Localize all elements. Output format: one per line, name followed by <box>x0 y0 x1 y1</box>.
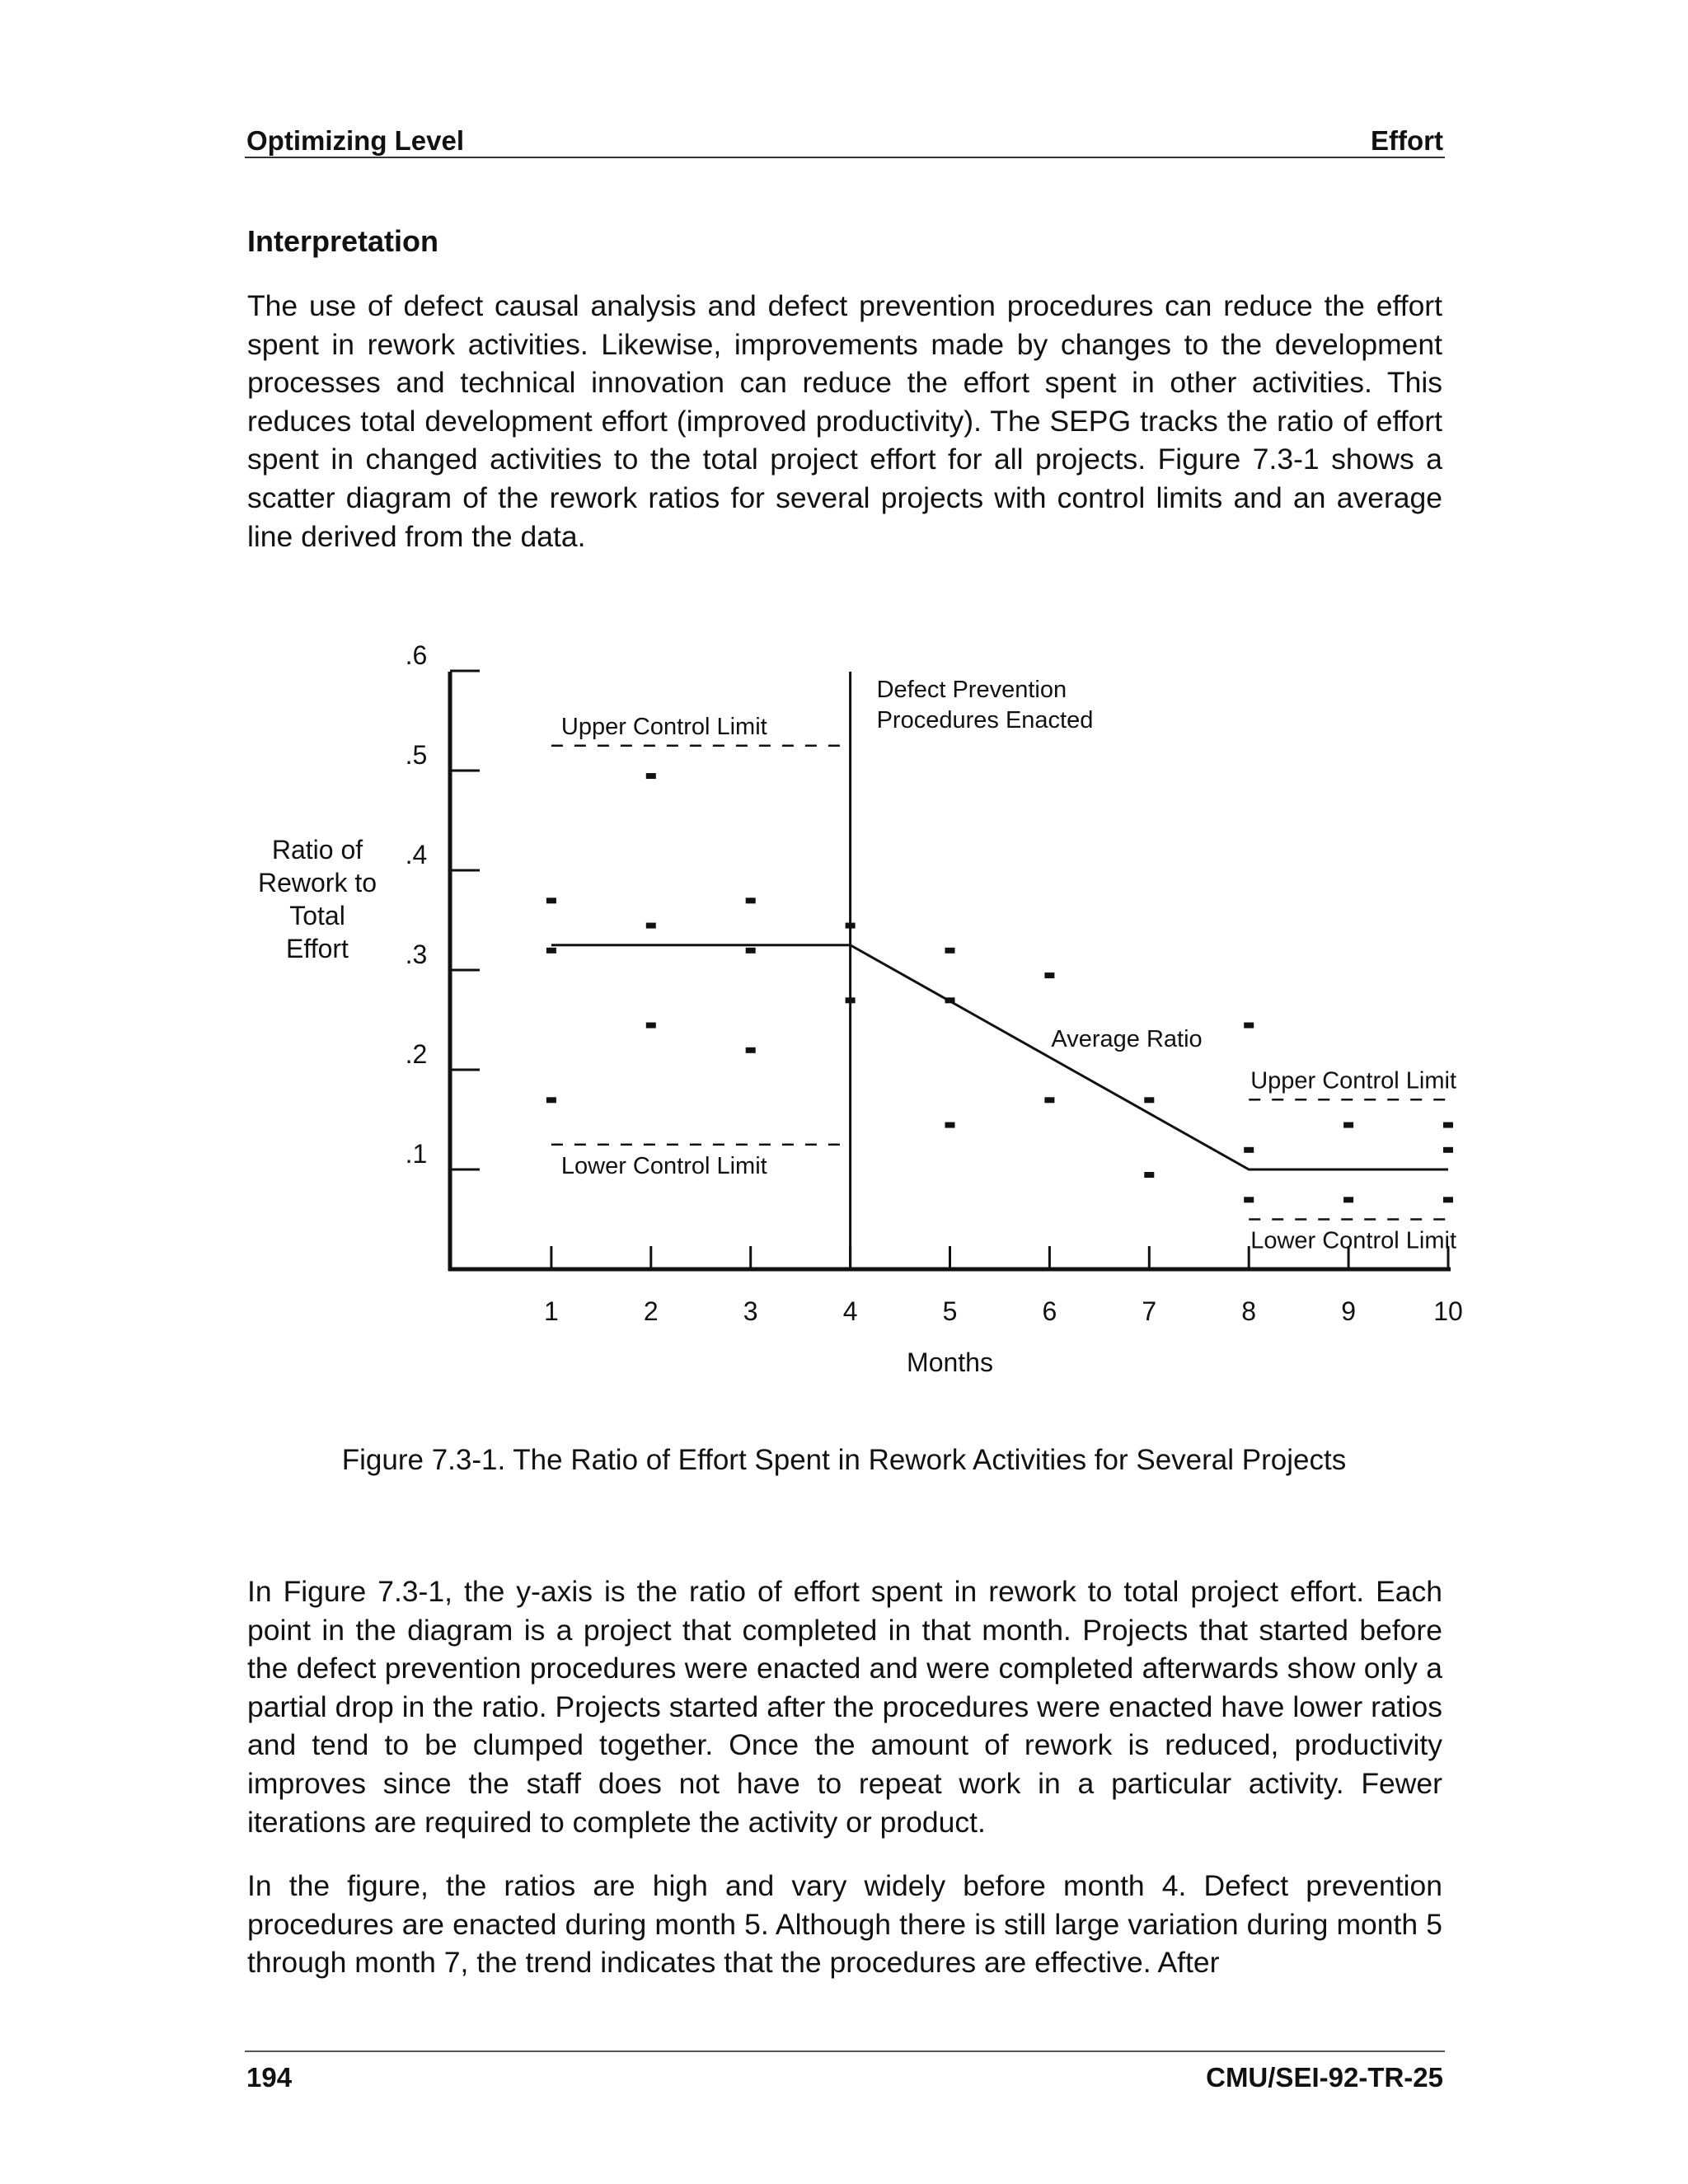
x-tick-label: 9 <box>1341 1296 1356 1326</box>
section-heading: Interpretation <box>247 224 439 258</box>
y-axis-label-line: Total <box>289 901 345 930</box>
control-limit-label: Upper Control Limit <box>560 713 767 740</box>
data-point <box>746 898 756 903</box>
control-limit-label: Lower Control Limit <box>1250 1227 1457 1254</box>
x-tick-label: 7 <box>1142 1296 1157 1326</box>
page-number: 194 <box>246 2062 293 2093</box>
x-tick-label: 4 <box>842 1296 858 1326</box>
x-tick-label: 6 <box>1042 1296 1057 1326</box>
data-point <box>646 923 656 929</box>
trend-paragraph: In the figure, the ratios are high and vary widely before month 4. Defect prevention procedures are enacted during month 5. Although there is still large variation during month 5 through month 7, the trend indicates that the procedures are effective. After <box>247 1869 1442 1980</box>
average-ratio-label: Average Ratio <box>1051 1026 1203 1053</box>
data-point <box>1343 1122 1353 1128</box>
y-tick-label: .4 <box>405 840 428 869</box>
data-point <box>1244 1197 1254 1202</box>
y-axis-label-line: Rework to <box>257 868 377 898</box>
control-limit-label: Upper Control Limit <box>1250 1067 1457 1094</box>
data-point <box>1443 1122 1453 1128</box>
data-point <box>746 948 756 954</box>
data-point <box>1244 1147 1254 1153</box>
data-point <box>1244 1023 1254 1029</box>
y-axis-label-line: Effort <box>286 934 349 963</box>
average-ratio-line <box>551 945 1448 1169</box>
data-point <box>1044 1097 1054 1103</box>
data-point <box>746 1047 756 1053</box>
y-tick-label: .6 <box>405 640 428 670</box>
event-marker-label: Defect Prevention <box>876 677 1067 703</box>
data-point <box>546 948 556 954</box>
x-tick-label: 2 <box>643 1296 659 1326</box>
y-tick-label: .2 <box>405 1039 428 1069</box>
report-id: CMU/SEI-92-TR-25 <box>1206 2062 1443 2093</box>
data-point <box>646 1023 656 1029</box>
x-tick-label: 3 <box>743 1296 758 1326</box>
intro-paragraph: The use of defect causal analysis and defect prevention procedures can reduce the effort spent in rework activities. Likewise, improvements made by changes to the development processes and technical innovation can reduce the effort spent in other activities. This reduces total development effort (improved productivity). The SEPG tracks the ratio of effort spent in changed activities to the total project effort for all projects. Figure 7.3-1 shows a scatter diagram of the rework ratios for several projects with control limits and an average line derived from the data. <box>247 289 1442 553</box>
x-tick-label: 5 <box>942 1296 958 1326</box>
x-tick-label: 10 <box>1433 1296 1463 1326</box>
event-marker-label: Procedures Enacted <box>876 707 1094 733</box>
data-point <box>1443 1197 1453 1202</box>
data-point <box>1044 972 1054 978</box>
y-tick-label: .5 <box>405 740 428 770</box>
data-point <box>945 997 955 1003</box>
data-point <box>945 1122 955 1128</box>
page-footer <box>245 2050 1445 2102</box>
y-axis-label-line: Ratio of <box>271 835 363 865</box>
explanation-paragraph: In Figure 7.3-1, the y-axis is the ratio of effort spent in rework to total project effort. Each point in the diagram is a project that completed in that month. Projects that started before the defect prevention procedures were enacted and were completed afterwards show only a partial drop in the ratio. Projects started after the procedures were enacted have lower ratios and tend to be clumped together. Once the amount of rework is reduced, productivity improves since the staff does not have to repeat work in a particular activity. Fewer iterations are required to complete the activity or product. <box>247 1575 1442 1839</box>
data-point <box>546 1097 556 1103</box>
data-point <box>846 923 856 929</box>
control-limit-label: Lower Control Limit <box>560 1152 767 1179</box>
y-tick-label: .1 <box>405 1139 428 1169</box>
data-point <box>1343 1197 1353 1202</box>
x-axis-label: Months <box>907 1347 993 1377</box>
x-tick-label: 1 <box>544 1296 559 1326</box>
y-tick-label: .3 <box>405 940 428 969</box>
data-point <box>1144 1172 1154 1178</box>
data-point <box>546 898 556 903</box>
figure-caption: Figure 7.3-1. The Ratio of Effort Spent in Rework Activities for Several Projects <box>341 1444 1347 1476</box>
data-point <box>846 997 856 1003</box>
header-left-title: Optimizing Level <box>246 125 465 156</box>
data-point <box>1443 1147 1453 1153</box>
header-right-title: Effort <box>1371 125 1443 156</box>
data-point <box>945 948 955 954</box>
x-tick-label: 8 <box>1241 1296 1257 1326</box>
data-point <box>646 773 656 779</box>
data-point <box>1144 1097 1154 1103</box>
